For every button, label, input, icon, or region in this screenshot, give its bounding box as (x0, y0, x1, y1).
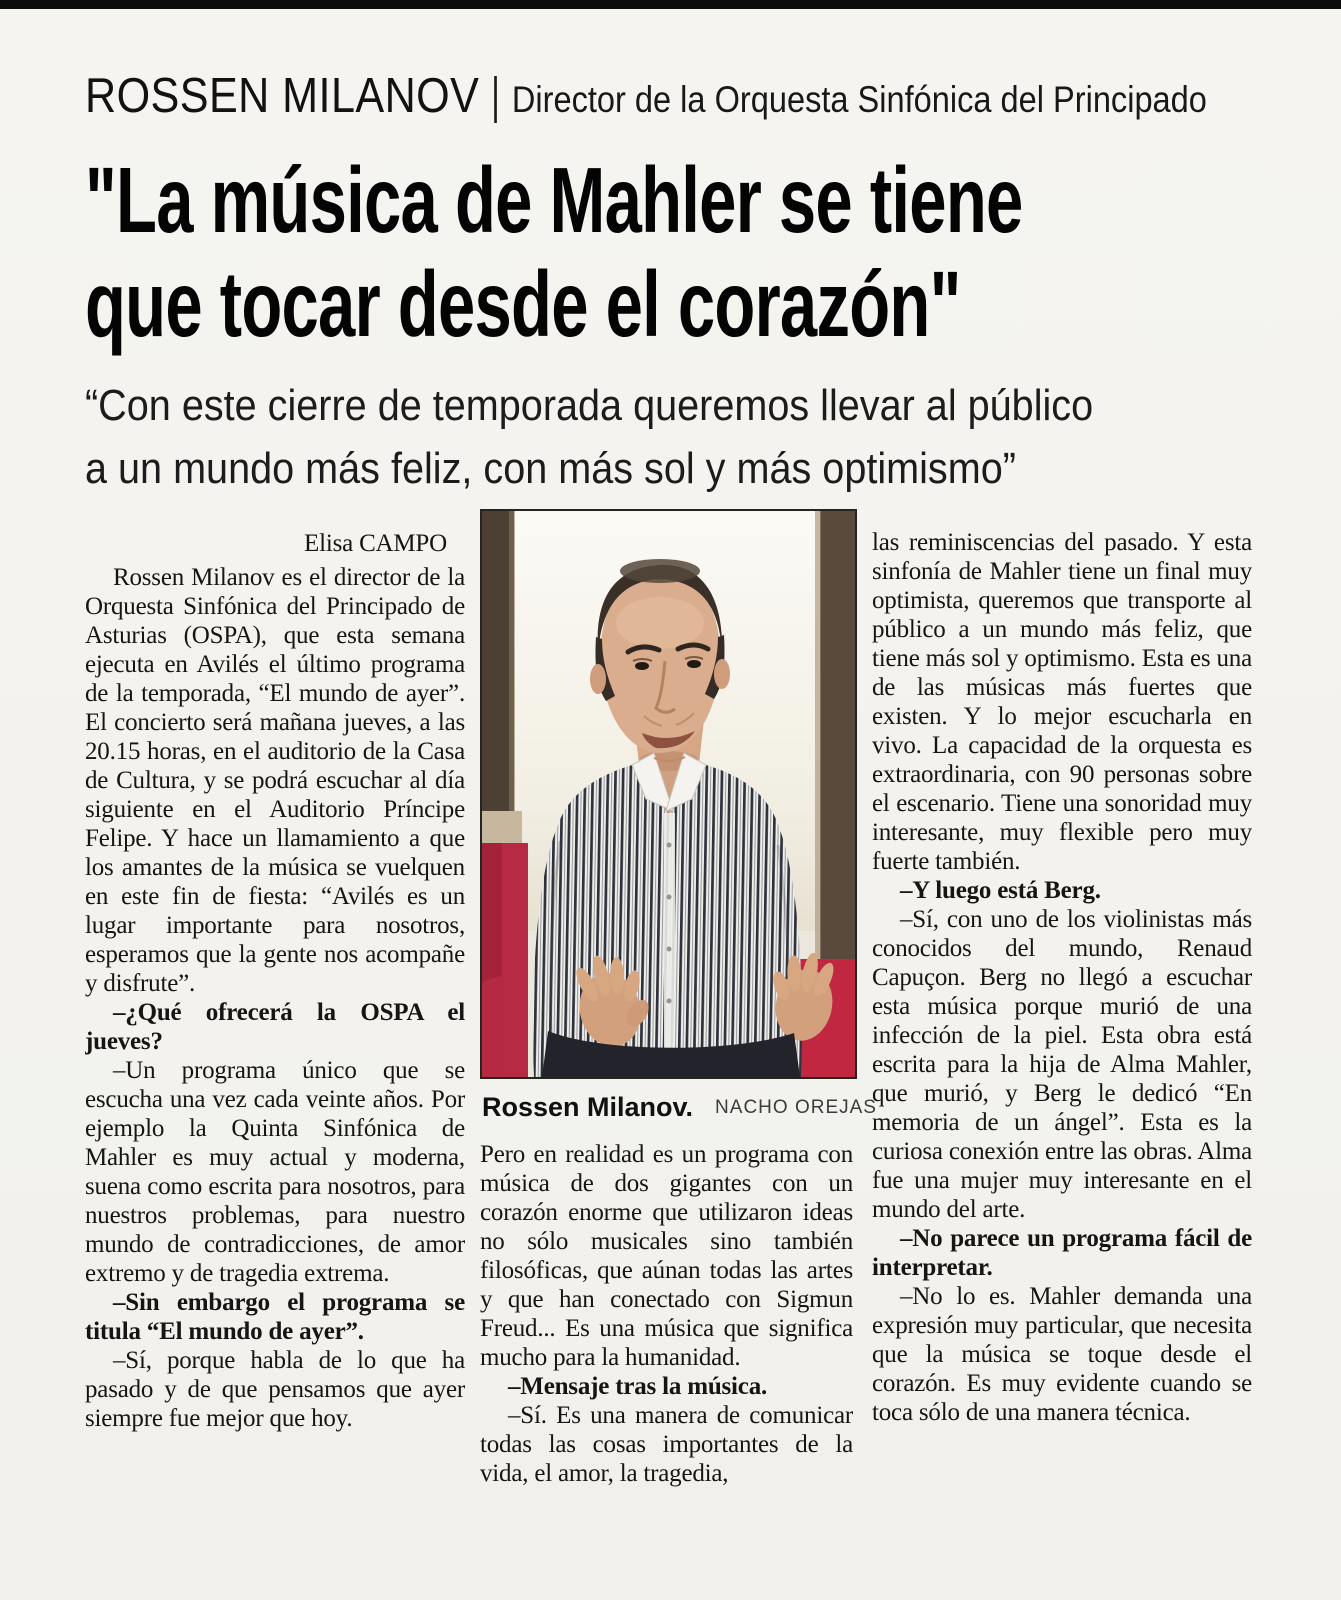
subheadline-line-2: a un mundo más feliz, con más sol y más optimismo” (85, 444, 1016, 493)
article-paragraph: Pero en realidad es un programa con música de dos gigantes con un corazón enorme que utilizaron ideas no sólo musicales sino también filosóficas, que aúnan todas las artes y que han conectado con Sigmun Freud... Es una música que significa mucho para la humanidad. (480, 1141, 853, 1371)
kicker (85, 69, 1341, 123)
photo-credit: NACHO OREJAS (715, 1096, 877, 1118)
window-pillar-right (820, 511, 855, 963)
kicker-role: Director de la Orquesta Sinfónica del Principado (511, 79, 1207, 120)
scan-top-edge (0, 0, 1341, 9)
kicker-separator (494, 76, 497, 123)
headline (85, 148, 1341, 356)
answer-paragraph: –Sí, porque habla de lo que ha pasado y de que pensamos que ayer siempre fue mejor que hoy. (85, 1347, 465, 1432)
byline: Elisa CAMPO (304, 530, 447, 557)
answer-paragraph: –No lo es. Mahler demanda una expresión muy particular, que necesita que la música se toque desde el corazón. Es muy evidente cuando se toca sólo de una manera técnica. (872, 1283, 1252, 1426)
column-3 (872, 528, 1252, 1590)
kicker-person-name: ROSSEN MILANOV (85, 69, 480, 123)
article-paragraph: las reminiscencias del pasado. Y esta sinfonía de Mahler tiene un final muy optimista, queremos que transporte al público a un mundo más feliz, que tiene más sol y optimismo. Esta es una de las músicas más fuertes que existen. Y lo mejor escucharla en vivo. La capacidad de la orquesta es extraordinaria, con 90 personas sobre el escenario. Tiene una sonoridad muy interesante, muy flexible pero muy fuerte también. (872, 529, 1252, 875)
question-paragraph: –No parece un programa fácil de interpretar. (872, 1225, 1252, 1281)
answer-paragraph: –Sí, con uno de los violinistas más conocidos del mundo, Renaud Capuçon. Berg no llegó a escuchar esta música porque murió de una infección de la piel. Esta obra está escrita para la hija de Alma Mahler, que murió, y Berg le dedicó “En memoria de un ángel”. Esta es la curiosa conexión entre las obras. Alma fue una mujer muy interesante en el mundo del arte. (872, 906, 1252, 1223)
rossen-milanov-photo (482, 511, 855, 1077)
photo-caption-name: Rossen Milanov. (482, 1092, 694, 1122)
question-paragraph: –Y luego está Berg. (900, 877, 1101, 904)
headline-line-2: que tocar desde el corazón" (85, 252, 961, 356)
article-paragraph: Rossen Milanov es el director de la Orquesta Sinfónica del Principado de Asturias (OSPA), que esta semana ejecuta en Avilés el último programa de la temporada, “El mundo de ayer”. El concierto será mañana jueves, a las 20.15 horas, en el auditorio de la Casa de Cultura, y se podrá escuchar al día siguiente en el Auditorio Príncipe Felipe. Y hace un llamamiento a que los amantes de la música se vuelquen en este fin de fiesta: “Avilés es un lugar importante para nosotros, esperamos que la gente nos acompañe y disfrute”. (85, 564, 465, 997)
article-photo (480, 509, 857, 1079)
question-paragraph: –Mensaje tras la música. (508, 1373, 768, 1400)
subheadline-line-1: “Con este cierre de temporada queremos llevar al público (85, 381, 1094, 430)
answer-paragraph: –Un programa único que se escucha una vez cada veinte años. Por ejemplo la Quinta Sinfónica de Mahler es muy actual y moderna, suena como escrita para nosotros, para nuestros problemas, para nuestro mundo de contradicciones, de amor extremo y de tragedia extrema. (85, 1057, 465, 1287)
photo-caption (482, 1092, 877, 1123)
question-paragraph: –¿Qué ofrecerá la OSPA el jueves? (85, 999, 465, 1055)
subheadline (85, 374, 1205, 500)
question-paragraph: –Sin embargo el programa se titula “El mundo de ayer”. (85, 1289, 465, 1345)
column-2 (480, 1140, 853, 1590)
column-1 (85, 528, 465, 1590)
kicker-inner (85, 69, 1207, 123)
headline-line-1: "La música de Mahler se tiene (85, 148, 1023, 252)
answer-paragraph: –Sí. Es una manera de comunicar todas las cosas importantes de la vida, el amor, la tragedia, (480, 1402, 853, 1487)
